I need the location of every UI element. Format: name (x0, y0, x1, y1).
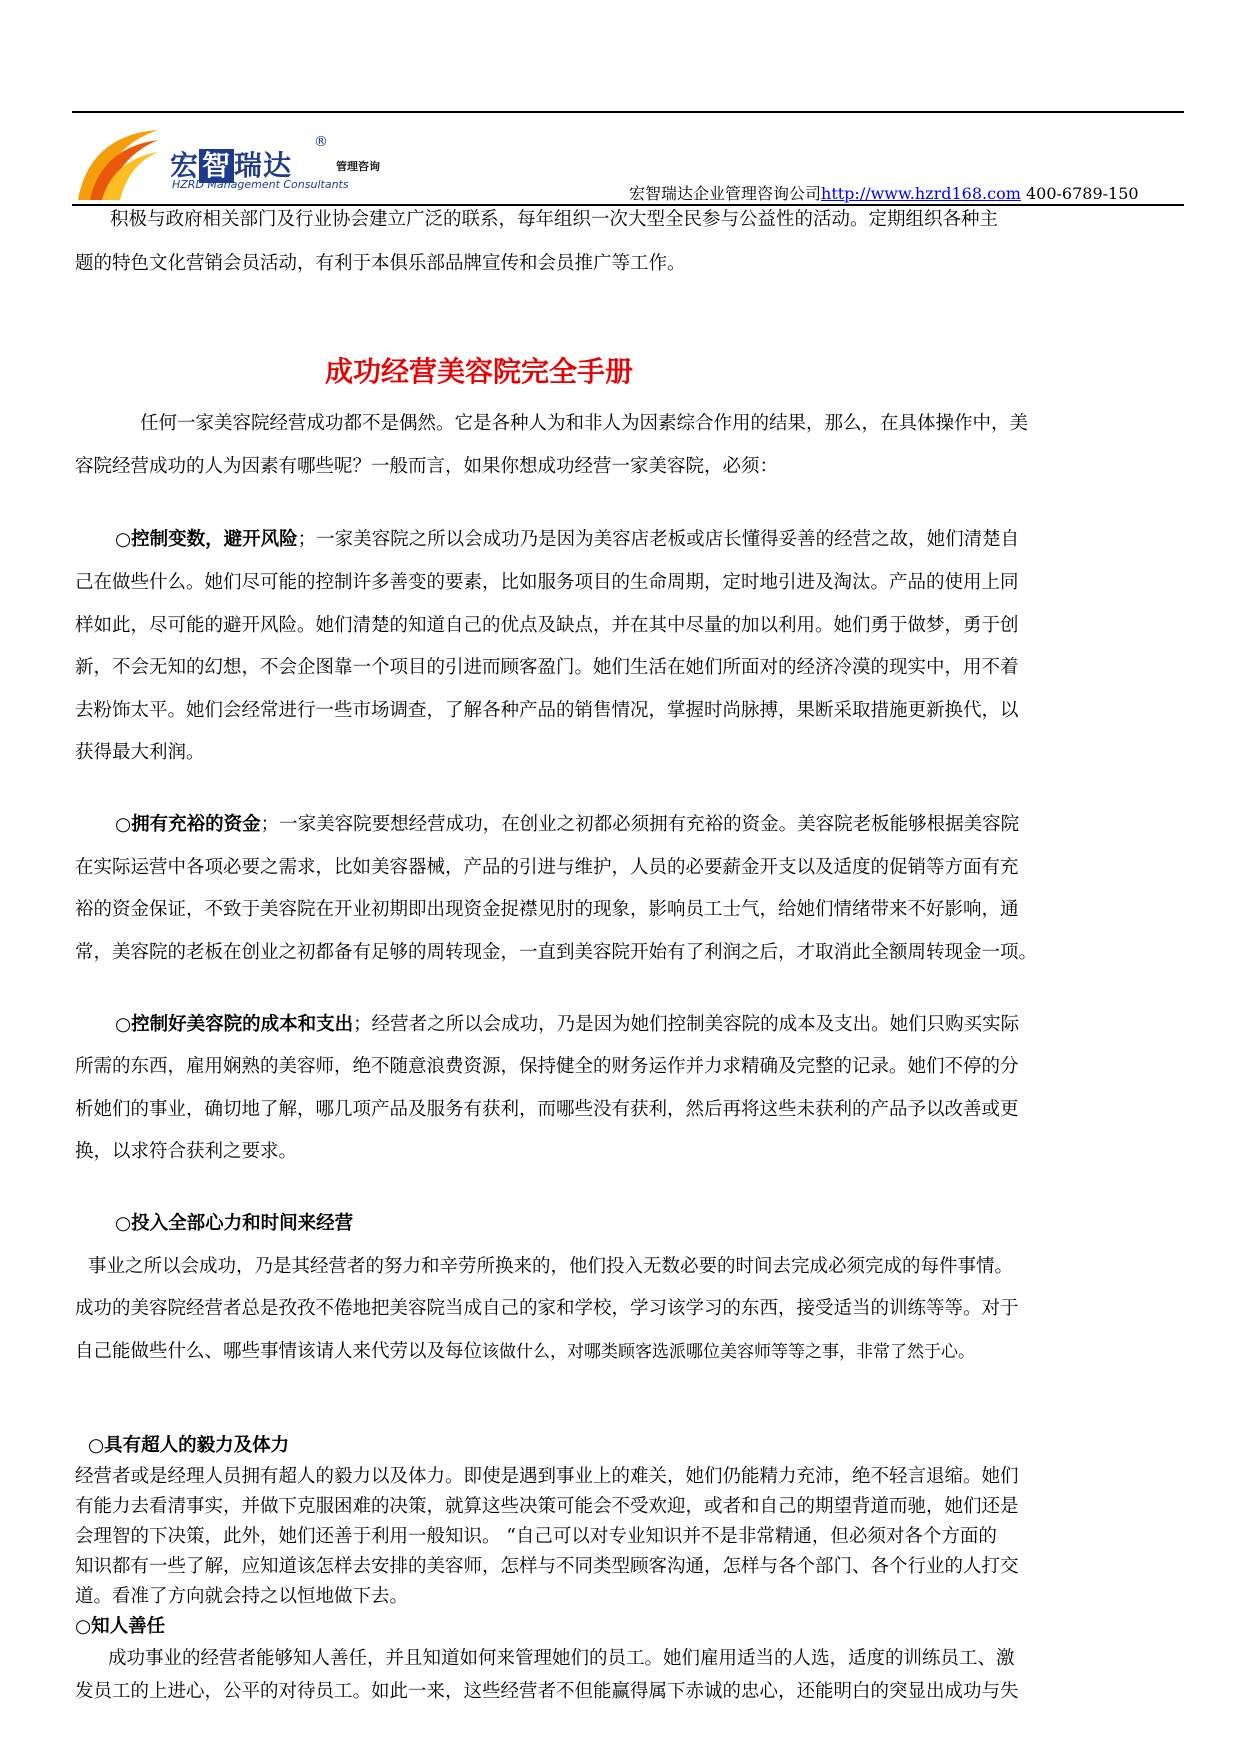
document-title: 成功经营美容院完全手册 (325, 355, 634, 388)
section-3-line-3: 析她们的事业，确切地了解，哪几项产品及服务有获利，而哪些没有获利，然后再将这些未获利的产品予以改善或更 (75, 1099, 1019, 1120)
section-6-heading: ○知人善任 (75, 1616, 166, 1637)
section-3-heading: ○控制好美容院的成本和支出 (115, 1014, 354, 1035)
section-1-line-5: 去粉饰太平。她们会经常进行一些市场调查，了解各种产品的销售情况，掌握时尚脉搏，果断采取措施更新换代，以 (75, 700, 1019, 721)
company-name: 宏智瑞达企业管理咨询公司 (629, 184, 822, 203)
section-1-line-2: 己在做些什么。她们尽可能的控制许多善变的要素，比如服务项目的生命周期，定时地引进及淘汰。产品的使用上同 (75, 572, 1019, 593)
logo-english-name: HZRD Management Consultants (172, 178, 349, 191)
section-5-line-3: 会理智的下决策，此外，她们还善于利用一般知识。 “自己可以对专业知识并不是非常精通，但必须对各个方面的 (75, 1526, 997, 1547)
intro-line-1: 积极与政府相关部门及行业协会建立广泛的联系，每年组织一次大型全民参与公益性的活动。定期组织各种主 (110, 209, 999, 230)
section-4-line-1: 事业之所以会成功，乃是其经营者的努力和辛劳所换来的，他们投入无数必要的时间去完成必须完成的每件事情。 (88, 1256, 1014, 1277)
phone-number: 400-6789-150 (1025, 184, 1139, 203)
section-2-line-4: 常，美容院的老板在创业之初都备有足够的周转现金，一直到美容院开始有了利润之后，才取消此全额周转现金一项。 (75, 942, 1038, 963)
section-4-line-3: 自己能做些什么、哪些事情该请人来代劳以及每位该做什么，对哪类顾客选派哪位美容师等等之事，非常了然于心。 (75, 1341, 976, 1362)
registered-mark: ® (314, 134, 328, 150)
header-bottom-rule (72, 204, 1184, 206)
lead-line-2: 容院经营成功的人为因素有哪些呢？一般而言，如果你想成功经营一家美容院，必须： (75, 456, 779, 477)
logo-swoosh-icon (74, 116, 160, 202)
section-6-line-1: 成功事业的经营者能够知人善任，并且知道如何来管理她们的员工。她们雇用适当的人选，适度的训练员工、激 (108, 1648, 1015, 1669)
header-top-rule (72, 111, 1184, 113)
section-4-heading: ○投入全部心力和时间来经营 (115, 1213, 354, 1234)
section-3-line-2: 所需的东西，雇用娴熟的美容师，绝不随意浪费资源，保持健全的财务运作并力求精确及完整的记录。她们不停的分 (75, 1056, 1019, 1077)
section-6-line-2: 发员工的上进心，公平的对待员工。如此一来，这些经营者不但能赢得属下赤诚的忠心，还能明白的突显出成功与失 (75, 1681, 1019, 1702)
section-5-line-1: 经营者或是经理人员拥有超人的毅力以及体力。即使是遇到事业上的难关，她们仍能精力充沛，绝不轻言退缩。她们 (75, 1466, 1019, 1487)
lead-line-1: 任何一家美容院经营成功都不是偶然。它是各种人为和非人为因素综合作用的结果，那么，在具体操作中，美 (140, 413, 1029, 434)
section-5-line-2: 有能力去看清事实，并做下克服困难的决策，就算这些决策可能会不受欢迎，或者和自己的期望背道而驰，她们还是 (75, 1496, 1019, 1517)
section-1-line-6: 获得最大利润。 (75, 742, 205, 763)
section-2-heading: ○拥有充裕的资金 (115, 814, 261, 835)
section-1-line-4: 新，不会无知的幻想，不会企图靠一个项目的引进而顾客盈门。她们生活在她们所面对的经济冷漠的现实中，用不着 (75, 657, 1019, 678)
logo-subtitle: 管理咨询 (336, 160, 380, 173)
section-4-line-2: 成功的美容院经营者总是孜孜不倦地把美容院当成自己的家和学校，学习该学习的东西，接受适当的训练等等。对于 (75, 1298, 1019, 1319)
section-2-line-1: ○拥有充裕的资金；一家美容院要想经营成功，在创业之初都必须拥有充裕的资金。美容院老板能够根据美容院 (115, 814, 1020, 835)
intro-line-2: 题的特色文化营销会员活动，有利于本俱乐部品牌宣传和会员推广等工作。 (75, 253, 686, 274)
section-2-line-3: 裕的资金保证，不致于美容院在开业初期即出现资金捉襟见肘的现象，影响员工士气，给她们情绪带来不好影响，通 (75, 899, 1019, 920)
logo-text: 宏 智 瑞达 (170, 149, 293, 182)
section-5-heading: ○具有超人的毅力及体力 (88, 1435, 290, 1456)
section-1-line-3: 样如此，尽可能的避开风险。她们清楚的知道自己的优点及缺点，并在其中尽量的加以利用。她们勇于做梦，勇于创 (75, 615, 1019, 636)
section-3-line-4: 换，以求符合获利之要求。 (75, 1141, 298, 1162)
header-contact (629, 181, 1139, 204)
website-link[interactable]: http://www.hzrd168.com (821, 184, 1021, 203)
section-1-heading: ○控制变数，避开风险 (115, 529, 298, 550)
section-5-line-4: 知识都有一些了解，应知道该怎样去安排的美容师，怎样与不同类型顾客沟通，怎样与各个部门、各个行业的人打交 (75, 1556, 1019, 1577)
section-5-line-5: 道。看准了方向就会持之以恒地做下去。 (75, 1586, 409, 1607)
section-1-line-1: ○控制变数，避开风险；一家美容院之所以会成功乃是因为美容店老板或店长懂得妥善的经营之故，她们清楚自 (115, 529, 1020, 550)
section-3-line-1: ○控制好美容院的成本和支出；经营者之所以会成功，乃是因为她们控制美容院的成本及支出。她们只购买实际 (115, 1014, 1020, 1035)
section-2-line-2: 在实际运营中各项必要之需求，比如美容器械，产品的引进与维护，人员的必要薪金开支以及适度的促销等方面有充 (75, 857, 1019, 878)
